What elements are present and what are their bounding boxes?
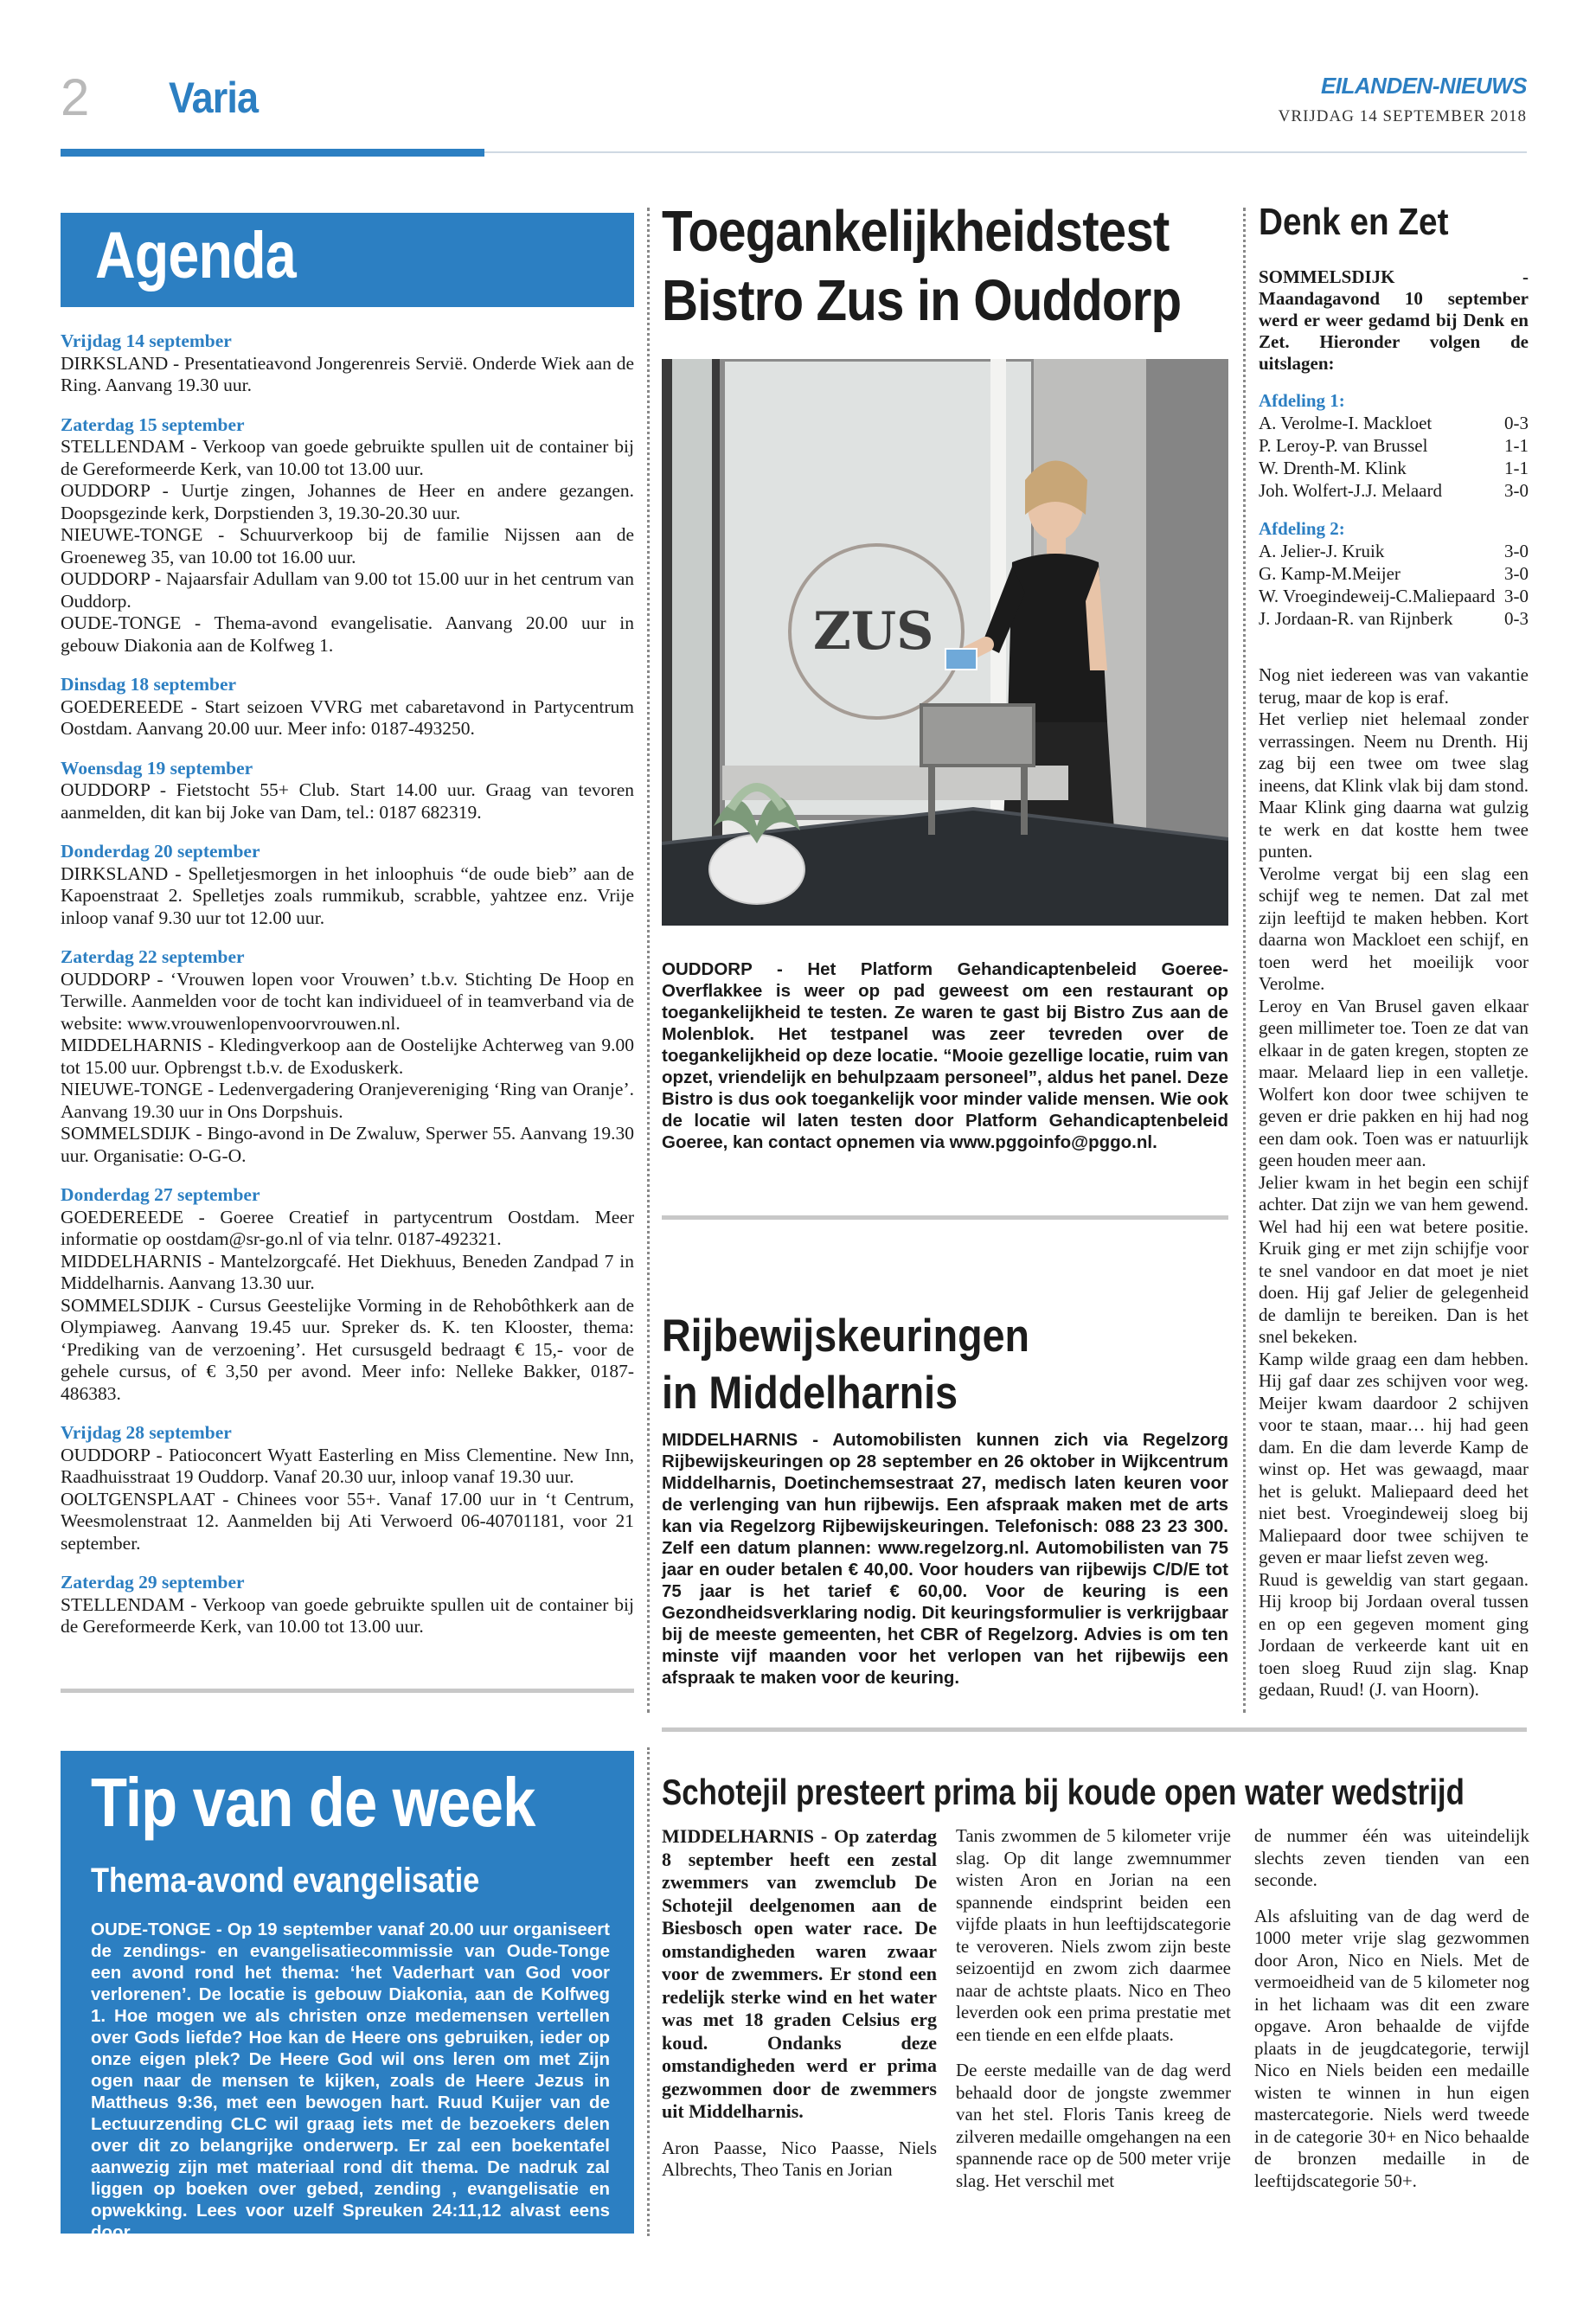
agenda-item: OUDDORP - Patioconcert Wyatt Easterling en Miss Clementine. New Inn, Raadhuisstraat 19 Ouddorp. Vanaf 20.30 uur, inloop vanaf 19.30 uur. (61, 1444, 634, 1487)
column-divider (647, 1747, 650, 2236)
result-match: W. Drenth-M. Klink (1259, 458, 1407, 478)
division-label: Afdeling 1: (1259, 390, 1345, 411)
result-match: A. Verolme-I. Mackloet (1259, 413, 1433, 433)
agenda-day (61, 1184, 634, 1405)
header-accent-bar (61, 149, 484, 157)
agenda-date: Zaterdag 22 september (61, 946, 245, 967)
agenda-item: GOEDEREEDE - Start seizoen VVRG met cabaretavond in Partycentrum Oostdam. Aanvang 20.00 uur. Meer info: 0187-493250. (61, 695, 634, 739)
rijbewijs-body: MIDDELHARNIS - Automobilisten kunnen zich via Regelzorg Rijbewijskeuringen op 28 september en 26 oktober in Wijkcentrum Middelharnis, Doetinchemsestraat 27, medisch laten keuren voor de verlenging van hun rijbewijs. Een afspraak maken met de arts kan via Regelzorg Rijbewijskeuringen. Telefonisch: 088 23 23 300. Zelf een datum plannen: www.regelzorg.nl. Automobilisten van 75 jaar en ouder betalen € 40,00. Voor houders van rijbewijs C/D/E tot 75 jaar is het tarief € 60,00. Voor de keuring is een Gezondheidsverklaring nodig. Dit keuringsformulier is verkrijgbaar bij de meeste gemeenten, het CBR of Regelzorg. Advies is om ten minste vijf maanden voor het verlopen van het rijbewijs een afspraak te maken voor de keuring. (662, 1430, 1228, 1688)
denk-en-zet-intro: SOMMELSDIJK - Maandagavond 10 september werd er weer gedamd bij Denk en Zet. Hieronder volgen de uitslagen: (1259, 266, 1529, 374)
schotejil-column (1254, 1825, 1529, 2192)
bistro-zus-photo (662, 359, 1228, 926)
denk-en-zet-results (1259, 389, 1529, 645)
denk-en-zet-body (1259, 664, 1529, 1702)
result-match: P. Leroy-P. van Brussel (1259, 435, 1428, 456)
schotejil-paragraph: De eerste medaille van de dag werd behaald door de jongste zwemmer van het stel. Floris Tanis kreeg de zilveren medaille omgehangen na een spannende race op de 500 meter vrije slag. Het verschil met (956, 2060, 1231, 2191)
main-article-caption: OUDDORP - Het Platform Gehandicaptenbeleid Goeree-Overflakkee is weer op pad geweest om een restaurant op toegankelijkheid te testen. Ze waren te gast bij Bistro Zus aan de Molenblok. Het testpanel was zeer tevreden over de toegankelijkheid op deze locatie. “Mooie gezellige locatie, ruim van opzet, vriendelijk en behulpzaam personeel”, aldus het panel. Deze Bistro is dus ook toegankelijk voor minder valide mensen. Wie ook de locatie wil laten testen door Platform Gehandicaptenbeleid Goeree, kan contact opnemen via www.pggoinfo@pggo.nl. (662, 959, 1228, 1152)
schotejil-paragraph: Als afsluiting van de dag werd de 1000 meter vrije slag gezwommen door Aron, Nico en Niels. Met de vermoeidheid van de 5 kilometer nog in het lichaam was dit een zware opgave. Aron behaalde de vijfde plaats in de jeugdcategorie, terwijl Nico en Niels beiden een medaille wisten te winnen in hun eigen mastercategorie. Niels werd tweede in de categorie 30+ en Nico behaalde de bronzen medaille in de leeftijdscategorie 50+. (1254, 1905, 1529, 2191)
result-match: G. Kamp-M.Meijer (1259, 563, 1401, 584)
result-score: 1-1 (1504, 435, 1529, 456)
result-match: Joh. Wolfert-J.J. Melaard (1259, 480, 1442, 501)
result-row (1259, 412, 1529, 434)
schotejil-lead: MIDDELHARNIS - Op zaterdag 8 september heeft een zestal zwemmers van zwemclub De Schotejil deelgenomen aan de Biesbosch open water race. De omstandigheden waren zwaar voor de zwemmers. Er stond een redelijk sterke wind en het water was met 18 graden Celsius erg koud. Ondanks deze omstandigheden werd er prima gezwommen door de zwemmers uit Middelharnis. (662, 1825, 937, 2122)
agenda-item: STELLENDAM - Verkoop van goede gebruikte spullen uit de container bij de Gereformeerde Kerk, van 10.00 tot 13.00 uur. (61, 1593, 634, 1637)
result-match: J. Jordaan-R. van Rijnberk (1259, 608, 1453, 629)
agenda-date: Vrijdag 14 september (61, 330, 232, 351)
agenda-date: Donderdag 20 september (61, 841, 260, 862)
denk-en-zet-title: Denk en Zet (1259, 201, 1449, 243)
agenda-item: OUDDORP - ‘Vrouwen lopen voor Vrouwen’ t.b.v. Stichting De Hoop en Terwille. Aanmelden voor de tocht kan individueel of in teamverband via de website: www.vrouwenlopenvoorvrouwen.nl. (61, 968, 634, 1034)
agenda-day (61, 674, 634, 740)
result-score: 0-3 (1504, 413, 1529, 433)
agenda-item: NIEUWE-TONGE - Schuurverkoop bij de familie Nijssen aan de Groeneweg 35, van 10.00 tot 16.00 uur. (61, 524, 634, 567)
result-score: 3-0 (1504, 563, 1529, 584)
column-divider (1243, 208, 1246, 1713)
agenda-day (61, 414, 634, 657)
body-paragraph: Het verliep niet helemaal zonder verrassingen. Neem nu Drenth. Hij zag bij een twee om twee slag ineens, dat Klink vlak bij dam stond. Maar Klink ging daarna wat gulzig te werk en dat kostte hem twee punten. (1259, 708, 1529, 862)
result-row (1259, 479, 1529, 502)
result-row (1259, 562, 1529, 585)
section-rule (61, 1689, 634, 1693)
agenda-date: Zaterdag 29 september (61, 1572, 245, 1593)
schotejil-paragraph: de nummer één was uiteindelijk slechts zeven tienden van een seconde. (1254, 1825, 1529, 1890)
rijbewijs-headline (662, 1308, 1160, 1422)
agenda-item: OOLTGENSPLAAT - Chinees voor 55+. Vanaf 17.00 uur in ‘t Centrum, Weesmolenstraat 12. Aanmelden bij Ati Verwoerd 06-40701181, voor 21 september. (61, 1488, 634, 1554)
agenda-date: Vrijdag 28 september (61, 1422, 232, 1443)
agenda-item: GOEDEREEDE - Goeree Creatief in partycentrum Oostdam. Meer informatie op oostdam@sr-go.nl of via telnr. 0187-492321. (61, 1206, 634, 1249)
section-rule (662, 1215, 1228, 1220)
agenda-item: OUDDORP - Uurtje zingen, Johannes de Heer en andere gezangen. Doopsgezinde kerk, Dorpstienden 3, 19.30-20.30 uur. (61, 480, 634, 523)
result-score: 3-0 (1504, 480, 1529, 501)
body-paragraph: Jelier kwam in het begin een schijf achter. Dat zijn we van hem gewend. Wel had hij een wat betere positie. Kruik ging er met zijn schijfje voor te snel vandoor en dat moet je niet doen. Hij gaf Jelier de gelegenheid de damlijn te bereiken. Dan is het snel bekeken. (1259, 1171, 1529, 1347)
agenda-item: NIEUWE-TONGE - Ledenvergadering Oranjevereniging ‘Ring van Oranje’. Aanvang 19.30 uur in Ons Dorpshuis. (61, 1079, 634, 1122)
result-score: 3-0 (1504, 586, 1529, 606)
headline-line: Rijbewijskeuringen (662, 1311, 1030, 1362)
masthead-logo: EILANDEN-NIEUWS (1320, 73, 1527, 99)
agenda-item: STELLENDAM - Verkoop van goede gebruikte spullen uit de container bij de Gereformeerde Kerk, van 10.00 tot 13.00 uur. (61, 436, 634, 479)
agenda-item: MIDDELHARNIS - Mantelzorgcafé. Het Diekhuus, Beneden Zandpad 7 in Middelharnis. Aanvang 13.30 uur. (61, 1250, 634, 1293)
agenda-day (61, 1572, 634, 1638)
agenda-day (61, 1422, 634, 1554)
agenda-list (61, 330, 634, 1656)
agenda-date: Dinsdag 18 september (61, 674, 237, 695)
agenda-item: SOMMELSDIJK - Cursus Geestelijke Vorming in de Rehobôthkerk aan de Olympiaweg. Aanvang 19.45 uur. Spreker ds. K. ten Klooster, thema: ‘Prediking van de verzoening’. Het cursusgeld bedraagt € 15,- voor de gehele cursus, of € 3,50 per avond. Meer info: Nelleke Bakker, 0187-486383. (61, 1294, 634, 1404)
agenda-item: OUDDORP - Fietstocht 55+ Club. Start 14.00 uur. Graag van tevoren aanmelden, dit kan bij Joke van Dam, tel.: 0187 682319. (61, 779, 634, 823)
result-row (1259, 540, 1529, 562)
schotejil-column (662, 1825, 937, 2182)
agenda-day (61, 841, 634, 929)
body-paragraph: Verolme vergat bij een slag een schijf weg te nemen. Dat zal met zijn leeftijd te maken hebben. Kort daarna won Mackloet een schijf, en toen werd het moeilijk voor Verolme. (1259, 862, 1529, 994)
publication-date: VRIJDAG 14 SEPTEMBER 2018 (1278, 107, 1527, 125)
tip-title: Tip van de week (91, 1764, 535, 1841)
result-score: 1-1 (1504, 458, 1529, 478)
result-row (1259, 457, 1529, 479)
photo-sign-text: ZUS (813, 601, 934, 662)
column-divider (647, 208, 650, 1713)
result-row (1259, 434, 1529, 457)
body-paragraph: Ruud is geweldig van start gegaan. Hij kroop bij Jordaan overal tussen en op een gegeven moment ging Jordaan de verkeerde kant uit en toen sloeg Ruud zijn slag. Knap gedaan, Ruud! (J. van Hoorn). (1259, 1568, 1529, 1700)
section-rule (662, 1727, 1527, 1732)
page-number: 2 (61, 68, 90, 126)
body-paragraph: Nog niet iedereen was van vakantie terug, maar de kop is eraf. (1259, 664, 1529, 708)
section-title: Varia (169, 74, 259, 122)
agenda-day (61, 946, 634, 1167)
result-row (1259, 585, 1529, 607)
agenda-date: Woensdag 19 september (61, 757, 253, 779)
agenda-date: Zaterdag 15 september (61, 413, 245, 435)
headline-line: Toegankelijkheidstest (662, 199, 1170, 264)
agenda-item: MIDDELHARNIS - Kledingverkoop aan de Oostelijke Achterweg van 9.00 tot 15.00 uur. Opbrengst t.b.v. de Exoduskerk. (61, 1035, 634, 1078)
results-division (1259, 517, 1529, 630)
schotejil-column (956, 1825, 1231, 2192)
agenda-item: DIRKSLAND - Spelletjesmorgen in het inloophuis “de oude bieb” aan de Kapoenstraat 2. Spelletjes zoals rummikub, scrabble, yahtzee enz. Vrije inloop vanaf 9.30 uur tot 12.00 uur. (61, 862, 634, 928)
tip-body: OUDE-TONGE - Op 19 september vanaf 20.00 uur organiseert de zendings- en evangelisatiecommissie van Oude-Tonge een avond rond het thema: ‘het Vaderhart van God voor verlorenen’. De locatie is gebouw Diakonia, aan de Kolfweg 1. Hoe mogen we als christen onze medemensen vertellen over Gods liefde? Hoe kan de Heere ons gebruiken, ieder op onze eigen plek? De Heere God wil ons leren om met Zijn ogen naar de mensen te kijken, zoals de Heere Jezus in Mattheus 9:36, met een bewogen hart. Ruud Kuijer van de Lectuurzending CLC wil graag iets met de bezoekers delen over dit zo belangrijke onderwerp. Er zal een boekentafel aanwezig zijn met materiaal rond dit thema. De nadruk zal liggen op boeken over gebed, zending , evangelisatie en opwekking. Lees voor uzelf Spreuken 24:11,12 alvast eens door. (91, 1920, 610, 2242)
agenda-item: OUDDORP - Najaarsfair Adullam van 9.00 tot 15.00 uur in het centrum van Ouddorp. (61, 568, 634, 612)
body-paragraph: Kamp wilde graag een dam hebben. Hij gaf daar zes schijven voor weg. Meijer kwam daardoor 2 schijven voor te staan, maar… hij had geen dam. En die dam leverde Kamp de winst op. Het was gewaagd, maar het is gelukt. Maliepaard deed het niet best. Vroegindeweij sloeg bij Maliepaard door twee schijven te geven er maar liefst zeven weg. (1259, 1348, 1529, 1567)
main-headline (662, 197, 1189, 336)
result-row (1259, 607, 1529, 630)
agenda-day (61, 758, 634, 824)
results-division (1259, 389, 1529, 502)
result-match: A. Jelier-J. Kruik (1259, 541, 1385, 561)
headline-line: in Middelharnis (662, 1368, 958, 1419)
agenda-item: DIRKSLAND - Presentatieavond Jongerenreis Servië. Onderde Wiek aan de Ring. Aanvang 19.30 uur. (61, 352, 634, 395)
schotejil-paragraph: Tanis zwommen de 5 kilometer vrije slag. Op dit lange zwemnummer wisten Aron en Jorian na een spannende eindsprint beiden een vijfde plaats in hun leeftijdscategorie te veroveren. Niels zwom zijn beste seizoentijd en zwom zich daarmee naar de achtste plaats. Nico en Theo leverden ook een prima prestatie met een tiende en een elfde plaats. (956, 1825, 1231, 2045)
agenda-date: Donderdag 27 september (61, 1184, 260, 1205)
agenda-item: OUDE-TONGE - Thema-avond evangelisatie. Aanvang 20.00 uur in gebouw Diakonia aan de Kolfweg 1. (61, 612, 634, 656)
result-score: 3-0 (1504, 541, 1529, 561)
headline-line: Bistro Zus in Ouddorp (662, 268, 1182, 333)
result-match: W. Vroegindeweij-C.Maliepaard (1259, 586, 1496, 606)
agenda-item: SOMMELSDIJK - Bingo-avond in De Zwaluw, Sperwer 55. Aanvang 19.30 uur. Organisatie: O-G-O. (61, 1123, 634, 1166)
schotejil-headline: Schotejil presteert prima bij koude open water wedstrijd (662, 1772, 1465, 1812)
agenda-day (61, 330, 634, 397)
result-score: 0-3 (1504, 608, 1529, 629)
division-label: Afdeling 2: (1259, 518, 1345, 539)
schotejil-paragraph: Aron Paasse, Nico Paasse, Niels Albrechts, Theo Tanis en Jorian (662, 2137, 937, 2180)
tip-subtitle: Thema-avond evangelisatie (91, 1862, 480, 1900)
body-paragraph: Leroy en Van Brusel gaven elkaar geen millimeter toe. Toen ze dat van elkaar in de gaten kregen, stopten ze maar. Melaard liep in een valletje. Wolfert kon door twee schijven te geven er drie pakken en hij had nog een dam ook. Toen was er natuurlijk geen houden meer aan. (1259, 995, 1529, 1170)
agenda-title: Agenda (95, 219, 296, 292)
